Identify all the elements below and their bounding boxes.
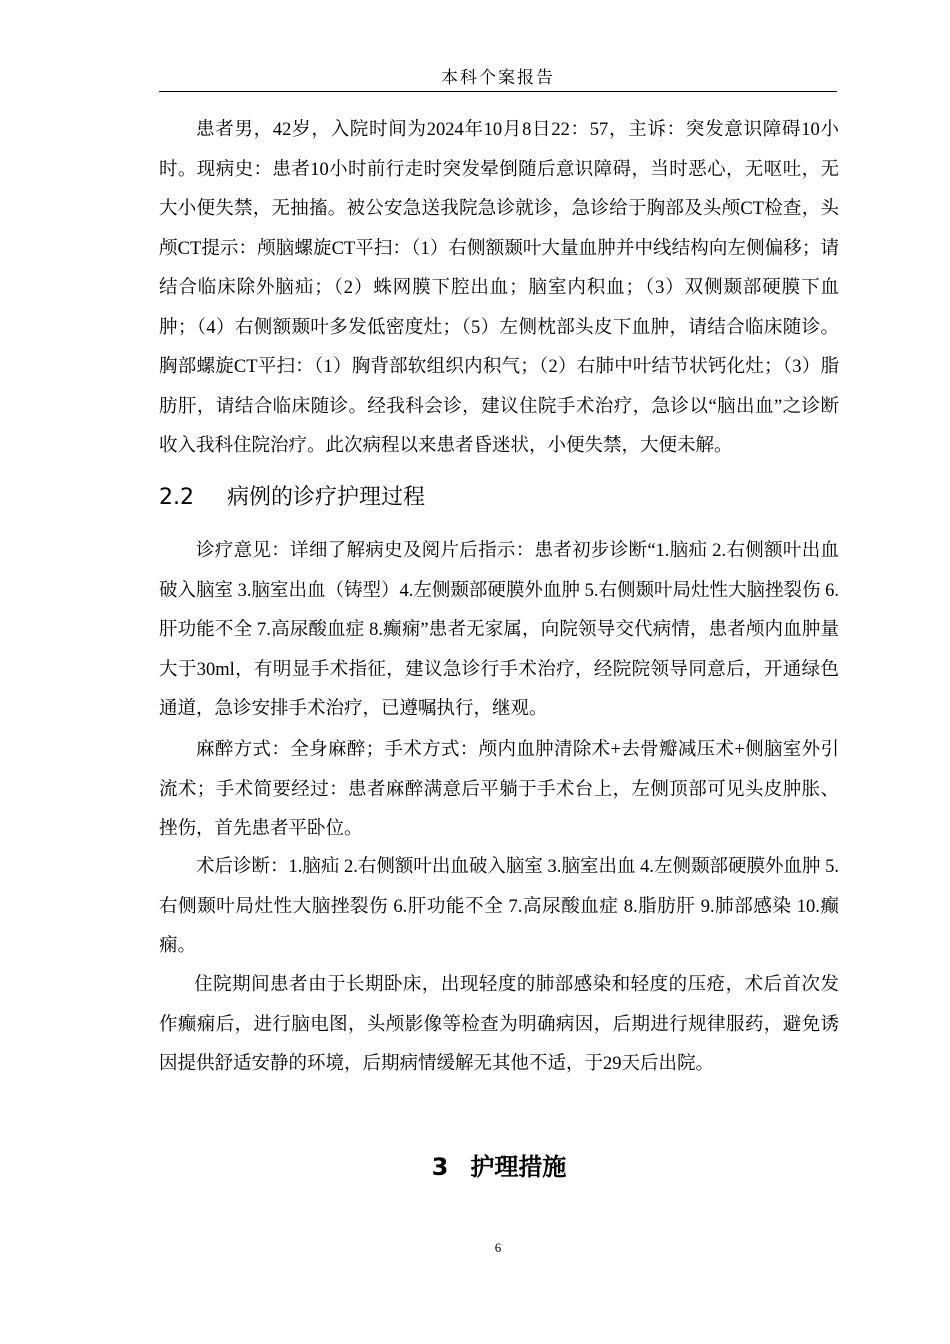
section-title: 病例的诊疗护理过程 <box>227 485 426 510</box>
chapter-title: 护理措施 <box>470 1153 567 1181</box>
paragraph-hospital-stay: 住院期间患者由于长期卧床，出现轻度的肺部感染和轻度的压疮，术后首次发作癫痫后，进行脑电图，头颅影像等检查为明确病因，后期进行规律服药，避免诱因提供舒适安静的环境，后期病情缓解无其他不适，于29天后出院。 <box>159 975 839 1074</box>
paragraph-post-op-diagnosis: 术后诊断：1.脑疝 2.右侧额叶出血破入脑室 3.脑室出血 4.左侧颞部硬膜外血肿 5.右侧颞叶局灶性大脑挫裂伤 6.肝功能不全 7.高尿酸血症 8.脂肪肝 9.肺部感染 10.癫痫。 <box>159 857 839 956</box>
section-heading-2-2 <box>159 478 425 518</box>
paragraph-diagnosis-opinion: 诊疗意见：详细了解病史及阅片后指示：患者初步诊断“1.脑疝 2.右侧额叶出血破入脑室 3.脑室出血（铸型）4.左侧颞部硬膜外血肿 5.右侧颞叶局灶性大脑挫裂伤 6.肝功能不全 7.高尿酸血症 8.癫痫”患者无家属，向院领导交代病情，患者颅内血肿量大于30ml，有明显手术指征，建议急诊行手术治疗，经院院领导同意后，开通绿色通道，急诊安排手术治疗，已遵嘱执行，继观。 <box>159 541 839 719</box>
chapter-number: 3 <box>431 1153 449 1181</box>
header-divider <box>159 91 837 92</box>
page-header-title: 本科个案报告 <box>441 68 555 87</box>
page-number: 6 <box>494 1240 502 1255</box>
section-number: 2.2 <box>159 485 194 510</box>
paragraph-anesthesia-surgery: 麻醉方式：全身麻醉；手术方式：颅内血肿清除术+去骨瓣减压术+侧脑室外引流术；手术简要经过：患者麻醉满意后平躺于手术台上，左侧顶部可见头皮肿胀、挫伤，首先患者平卧位。 <box>159 740 839 839</box>
paragraph-patient-history: 患者男，42岁，入院时间为2024年10月8日22：57，主诉：突发意识障碍10小时。现病史：患者10小时前行走时突发晕倒随后意识障碍，当时恶心，无呕吐，无大小便失禁，无抽搐。被公安急送我院急诊就诊，急诊给于胸部及头颅CT检查，头颅CT提示：颅脑螺旋CT平扫：（1）右侧额颞叶大量血肿并中线结构向左侧偏移；请结合临床除外脑疝；（2）蛛网膜下腔出血；脑室内积血；（3）双侧颞部硬膜下血肿；（4）右侧额颞叶多发低密度灶；（5）左侧枕部头皮下血肿，请结合临床随诊。胸部螺旋CT平扫：（1）胸背部软组织内积气；（2）右肺中叶结节状钙化灶；（3）脂肪肝，请结合临床随诊。经我科会诊，建议住院手术治疗，急诊以“脑出血”之诊断收入我科住院治疗。此次病程以来患者昏迷状，小便失禁，大便未解。 <box>159 120 839 456</box>
chapter-heading-3 <box>0 1145 950 1189</box>
